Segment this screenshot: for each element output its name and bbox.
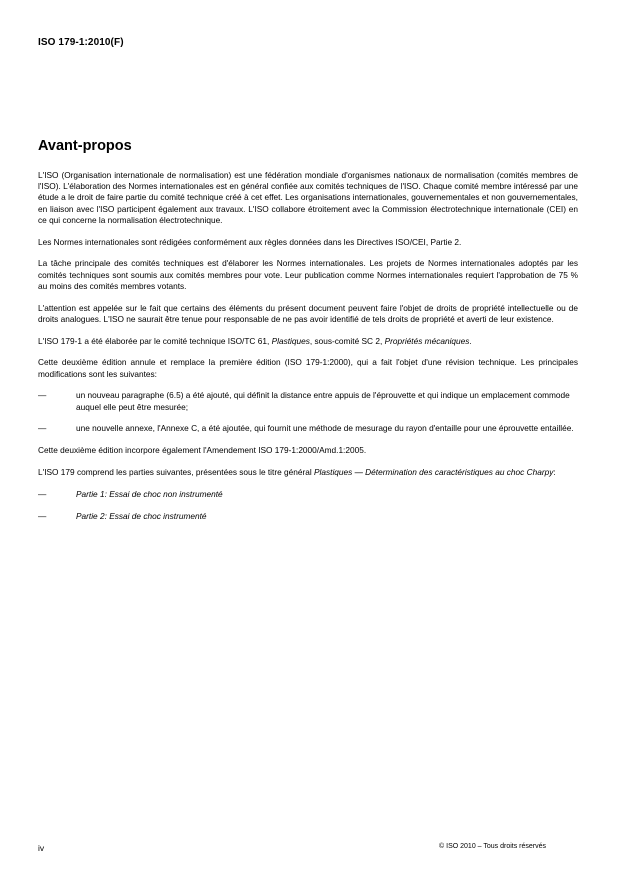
paragraph-prepared-by [38, 336, 578, 347]
list-item-modification [38, 390, 578, 412]
list-item-text: Partie 1: Essai de choc non instrumenté [76, 488, 223, 499]
page-number: iv [38, 843, 45, 853]
dash-marker: — [38, 510, 47, 521]
list-item-text: une nouvelle annexe, l'Annexe C, a été ajoutée, qui fournit une méthode de mesurage du rayon d'entaille pour une éprouvette entaillée. [76, 423, 574, 434]
paragraph-iso-intro: L'ISO (Organisation internationale de normalisation) est une fédération mondiale d'organismes nationaux de normalisation (comités membres de l'ISO). L'élaboration des Normes internationales est en général confiée aux comités techniques de l'ISO. Chaque comité membre intéressé par une étude a le droit de faire partie du comité technique créé à cet effet. Les organisations internationales, gouvernementales et non gouvernementales, en liaison avec l'ISO participent également aux travaux. L'ISO collabore étroitement avec la Commission électrotechnique internationale (CEI) en ce qui concerne la normalisation électrotechnique. [38, 170, 578, 225]
section-title: Avant-propos [38, 138, 132, 154]
dash-marker: — [38, 423, 47, 434]
paragraph-technical-committees: La tâche principale des comités techniques est d'élaborer les Normes internationales. Les projets de Normes internationales adoptés par les comités techniques sont soumis aux comités membres pour vote. Leur publication comme Normes internationales requiert l'approbation de 75 % au moins des comités membres votants. [38, 258, 578, 291]
paragraph-parts-intro [38, 467, 578, 478]
paragraph-amendment: Cette deuxième édition incorpore également l'Amendement ISO 179-1:2000/Amd.1:2005. [38, 445, 367, 456]
list-item-part [38, 511, 578, 522]
paragraph-directives: Les Normes internationales sont rédigées conformément aux règles données dans les Directives ISO/CEI, Partie 2. [38, 236, 462, 247]
paragraph-second-edition: Cette deuxième édition annule et remplace la première édition (ISO 179-1:2000), qui a fait l'objet d'une révision technique. Les principales modifications sont les suivantes: [38, 357, 578, 379]
italic-run: Propriétés mécaniques [384, 335, 470, 346]
italic-run: Plastiques [271, 335, 310, 346]
list-item-text: Partie 2: Essai de choc instrumenté [76, 510, 207, 521]
dash-marker: — [38, 390, 47, 401]
foreword-body [38, 170, 578, 532]
text-run: L'ISO 179 comprend les parties suivantes, présentées sous le titre général [38, 467, 314, 477]
copyright-notice: © ISO 2010 – Tous droits réservés [439, 843, 546, 850]
list-item-part [38, 489, 578, 500]
dash-marker: — [38, 488, 47, 499]
text-run: L'ISO 179-1 a été élaborée par le comité technique ISO/TC 61, [38, 335, 272, 346]
list-item-modification [38, 423, 578, 434]
document-id-header: ISO 179-1:2010(F) [38, 37, 124, 48]
italic-run: Plastiques — Détermination des caractéristiques au choc Charpy [314, 467, 554, 477]
text-run: , sous-comité SC 2, [309, 335, 385, 346]
text-run: . [469, 335, 472, 346]
text-run: : [553, 467, 556, 477]
list-item-text: un nouveau paragraphe (6.5) a été ajouté, qui définit la distance entre appuis de l'éprouvette et qui indique un emplacement commode auquel elle peut être mesurée; [76, 390, 570, 412]
paragraph-patent-rights: L'attention est appelée sur le fait que certains des éléments du présent document peuvent faire l'objet de droits de propriété intellectuelle ou de droits analogues. L'ISO ne saurait être tenue pour responsable de ne pas avoir identifié de tels droits de propriété et averti de leur existence. [38, 302, 578, 324]
